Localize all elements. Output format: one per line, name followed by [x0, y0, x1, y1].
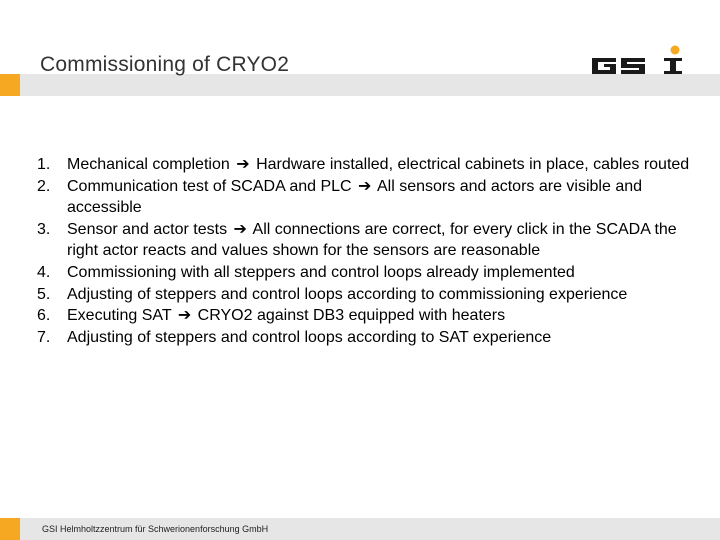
list-item-lead: Executing SAT — [67, 307, 172, 325]
list-item — [37, 262, 707, 284]
list-item-number: 7. — [37, 328, 51, 346]
list-item-result: All sensors and actors are visible and accessible — [67, 177, 643, 217]
arrow-right-icon: ➔ — [177, 307, 192, 325]
list-item — [37, 219, 707, 262]
commissioning-steps-list — [37, 154, 707, 348]
logo-dot — [671, 46, 680, 55]
list-item-result: All connections are correct, for every click in the SCADA the right actor reacts and values shown for the sensors are reasonable — [67, 220, 677, 260]
orange-accent-bottom — [0, 518, 20, 540]
list-item-lead: Commissioning with all steppers and control loops already implemented — [67, 263, 575, 281]
list-item — [37, 154, 707, 176]
list-item-lead: Adjusting of steppers and control loops according to commissioning experience — [67, 285, 628, 303]
arrow-right-icon: ➔ — [358, 177, 372, 195]
list-item-number: 3. — [37, 220, 51, 238]
slide-title: Commissioning of CRYO2 — [40, 53, 290, 76]
logo-g — [592, 58, 616, 74]
list-item-lead: Mechanical completion — [67, 156, 230, 173]
arrow-right-icon: ➔ — [233, 220, 247, 238]
footer-text: GSI Helmholtzzentrum für Schwerionenforschung GmbH — [42, 524, 269, 534]
list-item — [37, 176, 707, 219]
list-item-number: 1. — [37, 156, 51, 173]
logo-s — [621, 58, 645, 74]
list-item-lead: Sensor and actor tests — [67, 220, 228, 238]
list-item-number: 5. — [37, 285, 51, 303]
list-item-lead: Communication test of SCADA and PLC — [67, 177, 352, 195]
list-item-number: 2. — [37, 177, 51, 195]
list-item — [37, 284, 707, 306]
list-item-lead: Adjusting of steppers and control loops according to SAT experience — [67, 328, 552, 346]
list-item-number: 6. — [37, 307, 51, 325]
list-item — [37, 327, 707, 349]
list-item-result: Hardware installed, electrical cabinets in place, cables routed — [256, 156, 690, 173]
list-item-result: CRYO2 against DB3 equipped with heaters — [197, 307, 506, 325]
logo-i — [664, 58, 682, 74]
orange-accent-top — [0, 74, 20, 96]
list-item-number: 4. — [37, 263, 51, 281]
list-item — [37, 305, 707, 327]
gsi-logo — [590, 44, 685, 78]
arrow-right-icon: ➔ — [236, 156, 250, 173]
